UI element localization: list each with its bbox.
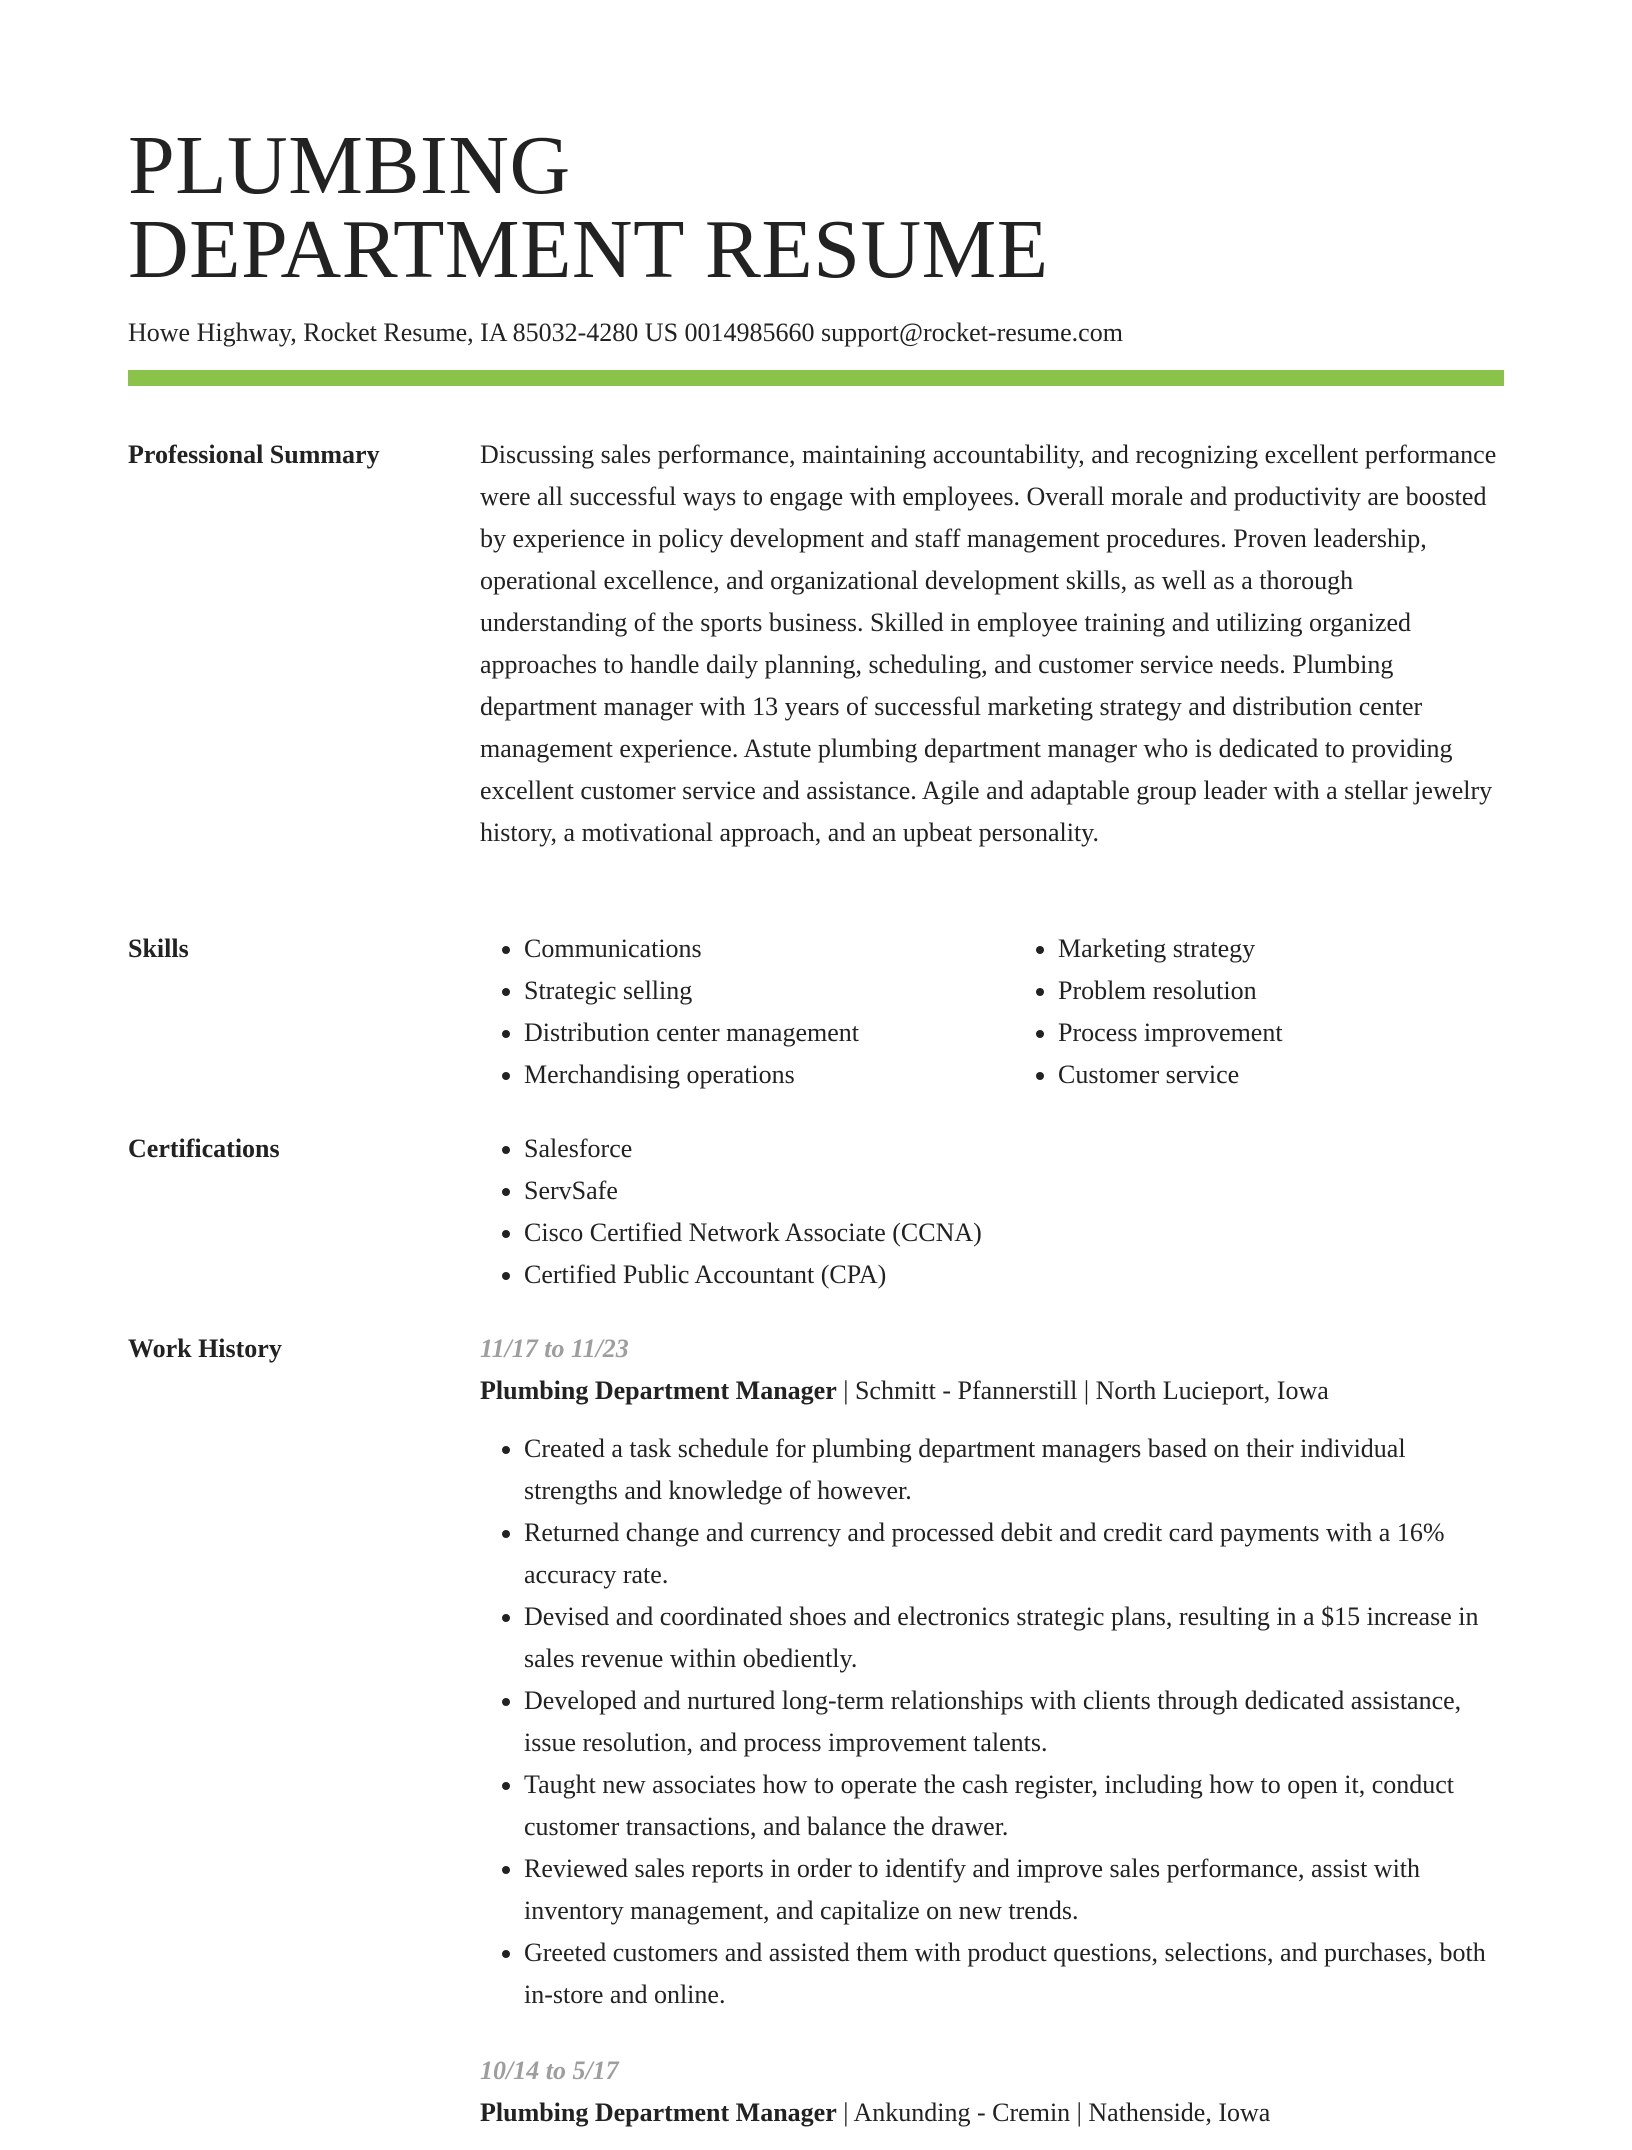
certification-item: • Cisco Certified Network Associate (CCNA) [524,1212,1504,1254]
job-entry [480,2050,1504,2134]
certifications-label: Certifications [128,1134,280,1163]
title-line-2: DEPARTMENT RESUME [128,203,1049,296]
skill-item: • Strategic selling [524,970,970,1012]
summary-body [480,434,1504,854]
job-bullet: • Devised and coordinated shoes and electronics strategic plans, resulting in a $15 increase in sales revenue within obediently. [524,1596,1504,1680]
job-bullet: • Reviewed sales reports in order to identify and improve sales performance, assist with inventory management, and capitalize on new trends. [524,1848,1504,1932]
title-line-1: PLUMBING [128,119,571,212]
skill-item: • Customer service [1058,1054,1504,1096]
job-bullets [480,1428,1504,2016]
job-bullet: • Developed and nurtured long-term relationships with clients through dedicated assistance, issue resolution, and process improvement talents. [524,1680,1504,1764]
job-dates: 11/17 to 11/23 [480,1334,629,1363]
job-details: | Schmitt - Pfannerstill | North Lucieport, Iowa [836,1376,1329,1405]
summary-text: Discussing sales performance, maintaining accountability, and recognizing excellent performance were all successful ways to engage with employees. Overall morale and productivity are boosted by experience in policy development and staff management procedures. Proven leadership, operational excellence, and organizational development skills, as well as a thorough understanding of the sports business. Skilled in employee training and utilizing organized approaches to handle daily planning, scheduling, and customer service needs. Plumbing department manager with 13 years of successful marketing strategy and distribution center management experience. Astute plumbing department manager who is dedicated to providing excellent customer service and assistance. Agile and adaptable group leader with a stellar jewelry history, a motivational approach, and an upbeat personality. [480,440,1497,847]
job-dates: 10/14 to 5/17 [480,2056,619,2085]
resume-title [128,119,1049,296]
job-heading [480,1370,1504,1412]
certifications-list [480,1128,1504,1296]
skill-item: • Marketing strategy [1058,928,1504,970]
job-title: Plumbing Department Manager [480,1376,837,1405]
work-history-label: Work History [128,1334,282,1363]
job-heading [480,2092,1504,2134]
skill-item: • Process improvement [1058,1012,1504,1054]
job-bullet: • Greeted customers and assisted them with product questions, selections, and purchases, both in-store and online. [524,1932,1504,2016]
job-title: Plumbing Department Manager [480,2098,837,2127]
skill-item: • Distribution center management [524,1012,970,1054]
certification-item: • Salesforce [524,1128,1504,1170]
skills-label: Skills [128,934,189,963]
skills-body [480,928,1504,1096]
work-history-body [480,1328,1504,2150]
contact-line: Howe Highway, Rocket Resume, IA 85032-4280 US 0014985660 support@rocket-resume.com [128,318,1123,347]
skill-item: • Merchandising operations [524,1054,970,1096]
job-bullet: • Taught new associates how to operate the cash register, including how to open it, conduct customer transactions, and balance the drawer. [524,1764,1504,1848]
job-details: | Ankunding - Cremin | Nathenside, Iowa [836,2098,1271,2127]
skills-column-1 [480,928,970,1096]
job-bullet: • Created a task schedule for plumbing department managers based on their individual strengths and knowledge of however. [524,1428,1504,1512]
accent-divider [128,370,1504,386]
job-bullet: • Returned change and currency and processed debit and credit card payments with a 16% accuracy rate. [524,1512,1504,1596]
certification-item: • Certified Public Accountant (CPA) [524,1254,1504,1296]
certifications-body [480,1128,1504,1296]
skill-item: • Communications [524,928,970,970]
skills-column-2 [1014,928,1504,1096]
summary-label: Professional Summary [128,440,380,469]
job-entry [480,1328,1504,2016]
skill-item: • Problem resolution [1058,970,1504,1012]
certification-item: • ServSafe [524,1170,1504,1212]
